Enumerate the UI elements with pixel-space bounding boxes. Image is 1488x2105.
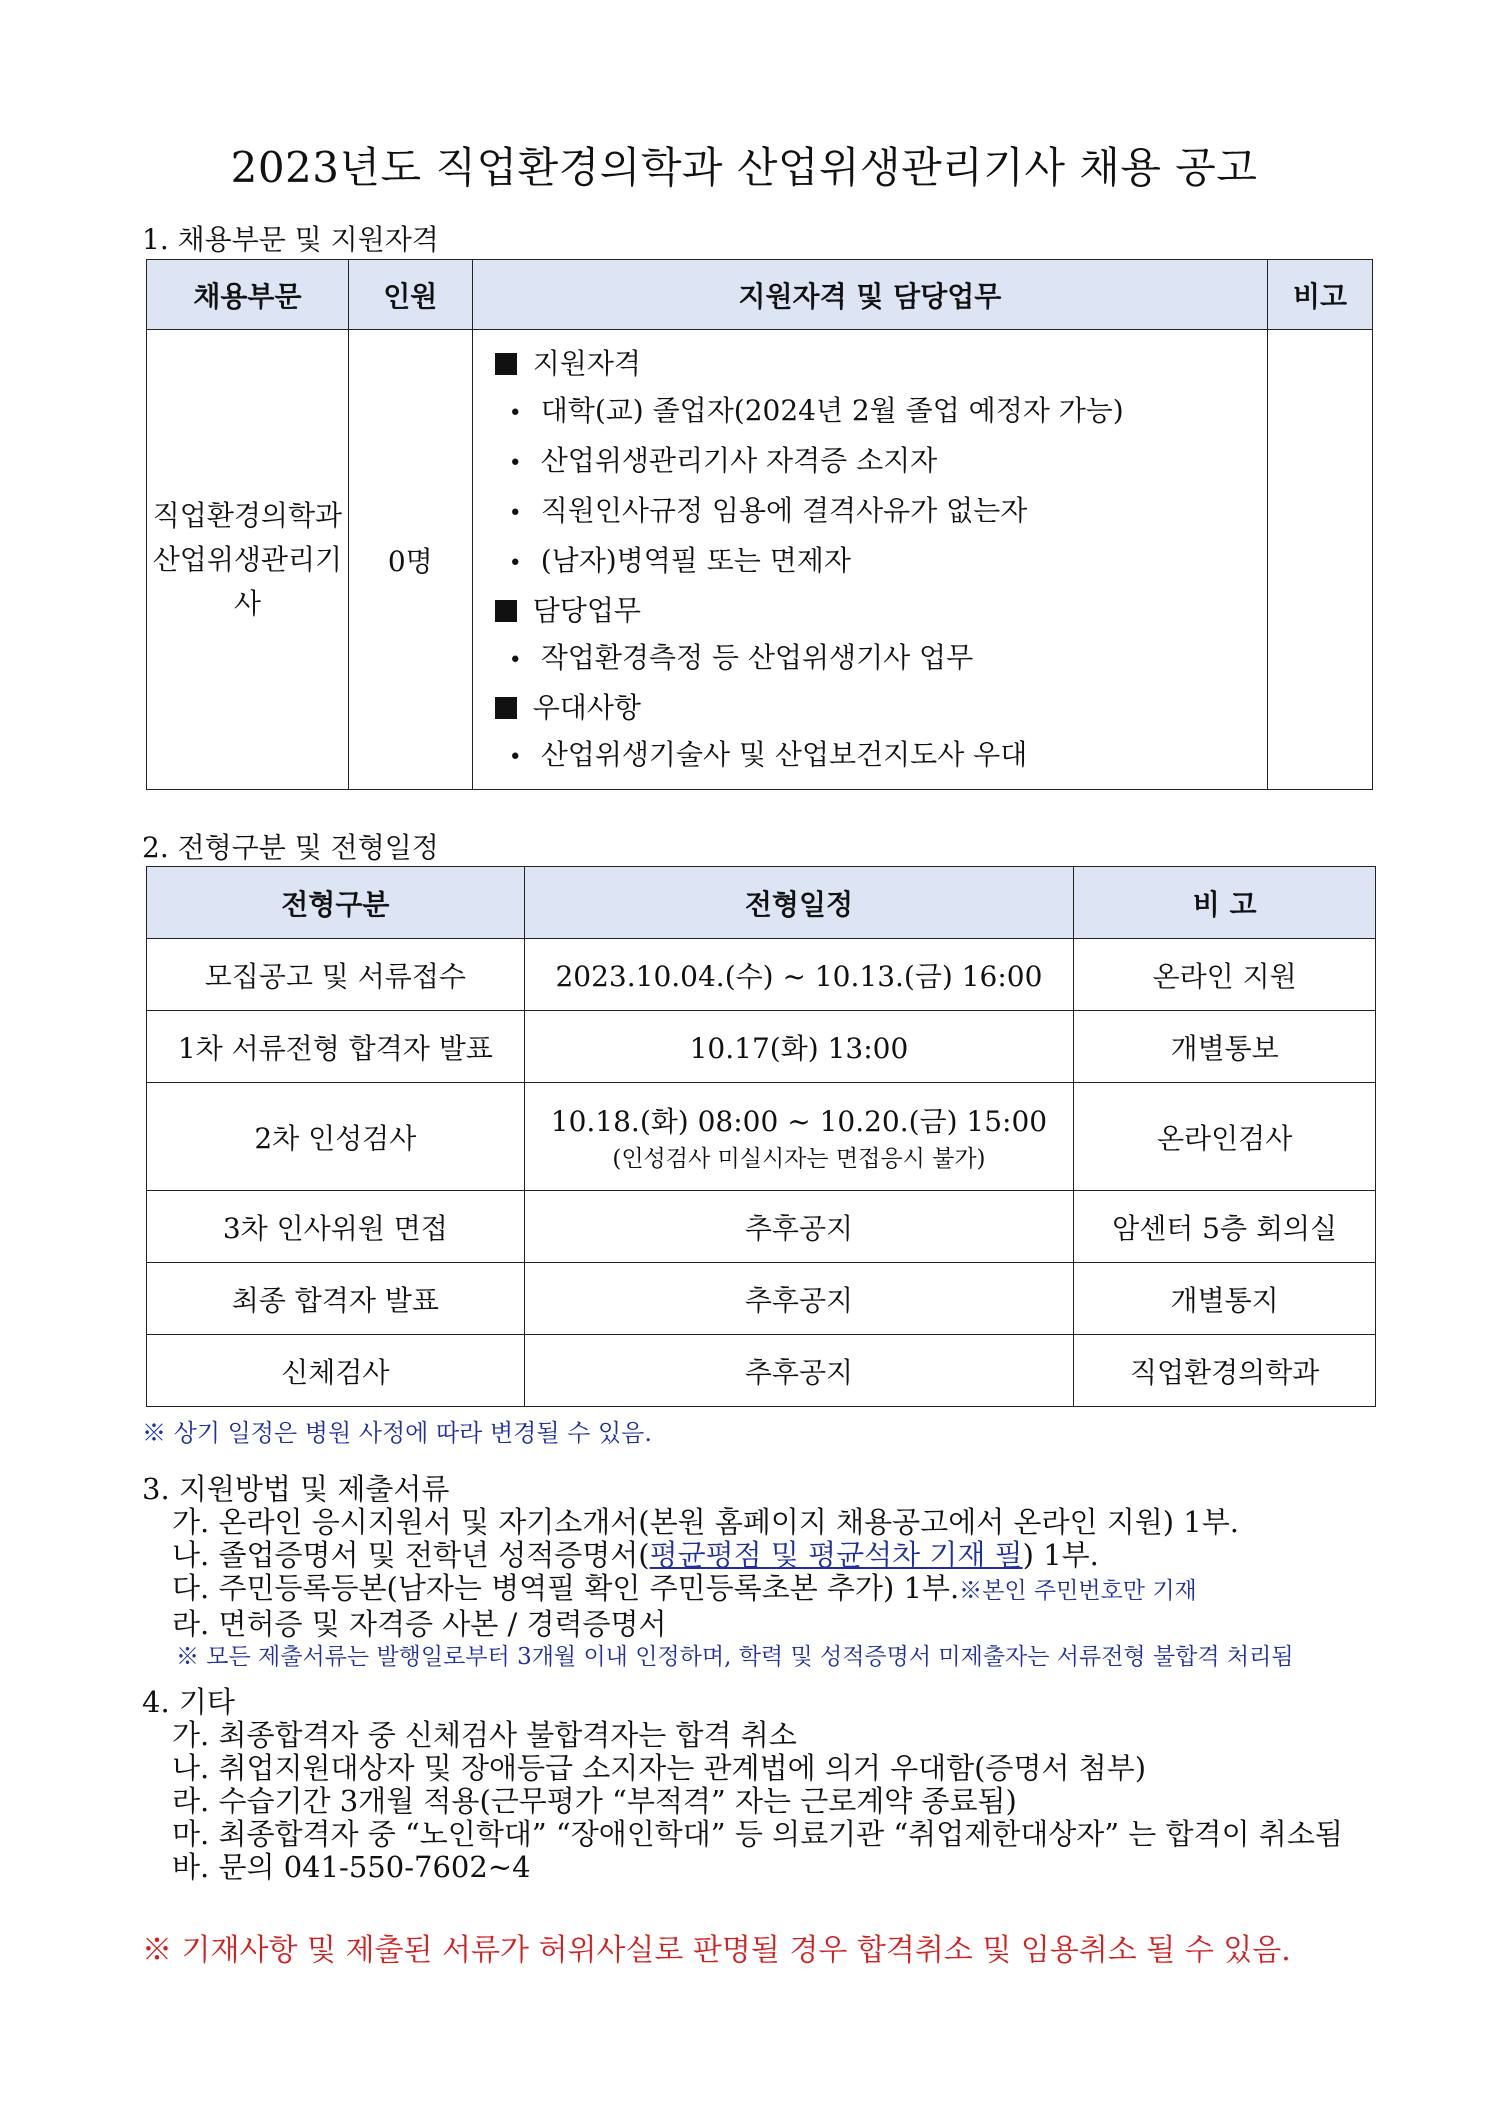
section3-item: 라. 면허증 및 자격증 사본 / 경력증명서 <box>172 1607 667 1641</box>
section3-heading: 3. 지원방법 및 제출서류 <box>142 1472 450 1506</box>
section3-item: 다. 주민등록등본(남자는 병역필 확인 주민등록초본 추가) 1부.※본인 주민번호만 기재 <box>172 1571 1197 1605</box>
stage-cell: 모집공고 및 서류접수 <box>147 939 525 1011</box>
final-warning-note: ※ 기재사항 및 제출된 서류가 허위사실로 판명될 경우 합격취소 및 임용취소 될 수 있음. <box>142 1933 1291 1968</box>
square-bullet-icon <box>495 353 517 375</box>
stage-cell: 1차 서류전형 합격자 발표 <box>147 1011 525 1083</box>
duty-heading: 담당업무 <box>495 587 1267 634</box>
table-row <box>147 1083 1376 1191</box>
note-cell: 온라인 지원 <box>1074 939 1376 1011</box>
header-count: 인원 <box>348 260 472 330</box>
section4-item: 라. 수습기간 3개월 적용(근무평가 “부적격” 자는 근로계약 종료됨) <box>172 1784 1017 1818</box>
header-stage: 전형구분 <box>147 867 525 939</box>
table-row <box>147 1191 1376 1263</box>
header-note: 비 고 <box>1074 867 1376 939</box>
header-remark: 비고 <box>1268 260 1373 330</box>
recruitment-table <box>146 259 1373 790</box>
section3-item: 나. 졸업증명서 및 전학년 성적증명서(평균평점 및 평균석차 기재 필) 1부. <box>172 1538 1099 1572</box>
page-title: 2023년도 직업환경의학과 산업위생관리기사 채용 공고 <box>230 143 1258 192</box>
dept-cell <box>147 330 349 790</box>
schedule-sub: (인성검사 미실시자는 면접응시 불가) <box>612 1146 986 1172</box>
table-row <box>147 1011 1376 1083</box>
square-bullet-icon <box>495 697 517 719</box>
qual-item: • (남자)병역필 또는 면제자 <box>495 537 1267 587</box>
section4-heading: 4. 기타 <box>142 1685 235 1719</box>
table-row <box>147 939 1376 1011</box>
section4-item: 마. 최종합격자 중 “노인학대” “장애인학대” 등 의료기관 “취업제한대상자” 는 합격이 취소됨 <box>172 1817 1343 1851</box>
header-dept: 채용부문 <box>147 260 349 330</box>
qual-item: • 대학(교) 졸업자(2024년 2월 졸업 예정자 가능) <box>495 387 1267 437</box>
pref-item: • 산업위생기술사 및 산업보건지도사 우대 <box>495 731 1267 781</box>
header-schedule: 전형일정 <box>524 867 1074 939</box>
header-qualifications: 지원자격 및 담당업무 <box>472 260 1267 330</box>
schedule-cell <box>524 1083 1074 1191</box>
stage-cell: 2차 인성검사 <box>147 1083 525 1191</box>
dept-line1: 직업환경의학과 <box>152 498 343 532</box>
stage-cell: 최종 합격자 발표 <box>147 1263 525 1335</box>
square-bullet-icon <box>495 600 517 622</box>
stage-cell: 3차 인사위원 면접 <box>147 1191 525 1263</box>
section3-item: 가. 온라인 응시지원서 및 자기소개서(본원 홈페이지 채용공고에서 온라인 지원) 1부. <box>172 1505 1239 1539</box>
remark-cell <box>1268 330 1373 790</box>
duty-item: • 작업환경측정 등 산업위생기사 업무 <box>495 634 1267 684</box>
section4-item: 가. 최종합격자 중 신체검사 불합격자는 합격 취소 <box>172 1718 797 1752</box>
table-row <box>147 1335 1376 1407</box>
section4-item: 나. 취업지원대상자 및 장애등급 소지자는 관계법에 의거 우대함(증명서 첨부) <box>172 1751 1147 1785</box>
schedule-table <box>146 866 1376 1407</box>
qual-heading: 지원자격 <box>495 340 1267 387</box>
schedule-cell: 추후공지 <box>524 1263 1074 1335</box>
note-cell: 암센터 5층 회의실 <box>1074 1191 1376 1263</box>
qualifications-cell <box>472 330 1267 790</box>
section1-heading: 1. 채용부문 및 지원자격 <box>142 223 439 256</box>
dept-line2: 산업위생관리기사 <box>152 542 343 620</box>
count-cell: 0명 <box>348 330 472 790</box>
schedule-footnote: ※ 상기 일정은 병원 사정에 따라 변경될 수 있음. <box>142 1419 652 1447</box>
table-row <box>147 1263 1376 1335</box>
schedule-cell: 2023.10.04.(수) ~ 10.13.(금) 16:00 <box>524 939 1074 1011</box>
note-cell: 개별통지 <box>1074 1263 1376 1335</box>
section4-item: 바. 문의 041-550-7602~4 <box>172 1850 531 1884</box>
section4 <box>142 1686 1343 1884</box>
inline-note: ※본인 주민번호만 기재 <box>959 1578 1197 1604</box>
underlined-requirement: 평균평점 및 평균석차 기재 필 <box>649 1538 1023 1572</box>
note-cell: 개별통보 <box>1074 1011 1376 1083</box>
pref-heading: 우대사항 <box>495 684 1267 731</box>
schedule-cell: 추후공지 <box>524 1335 1074 1407</box>
schedule-cell: 추후공지 <box>524 1191 1074 1263</box>
schedule-cell: 10.17(화) 13:00 <box>524 1011 1074 1083</box>
schedule-main: 10.18.(화) 08:00 ~ 10.20.(금) 15:00 <box>550 1105 1048 1138</box>
section3 <box>142 1473 1294 1674</box>
qual-item: • 직원인사규정 임용에 결격사유가 없는자 <box>495 487 1267 537</box>
note-cell: 온라인검사 <box>1074 1083 1376 1191</box>
section2-heading: 2. 전형구분 및 전형일정 <box>142 831 439 864</box>
stage-cell: 신체검사 <box>147 1335 525 1407</box>
qual-item: • 산업위생관리기사 자격증 소지자 <box>495 437 1267 487</box>
section3-note: ※ 모든 제출서류는 발행일로부터 3개월 이내 인정하며, 학력 및 성적증명서 미제출자는 서류전형 불합격 처리됨 <box>176 1644 1294 1670</box>
note-cell: 직업환경의학과 <box>1074 1335 1376 1407</box>
